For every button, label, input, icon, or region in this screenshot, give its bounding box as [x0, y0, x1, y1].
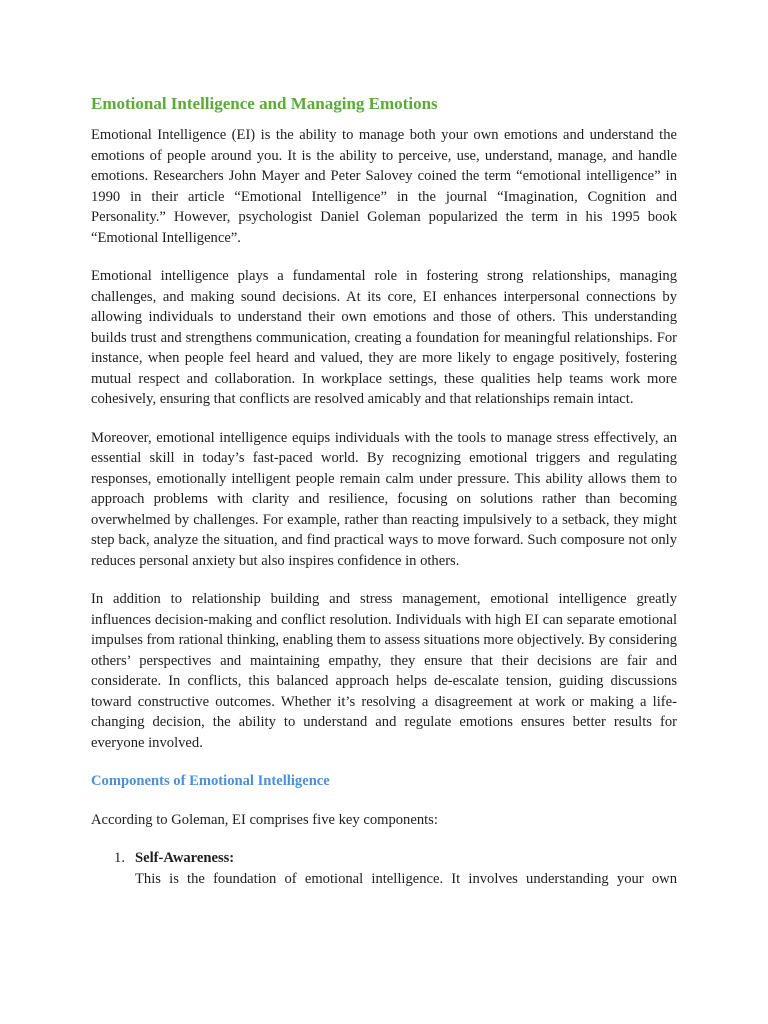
list-item-number: 1. — [114, 850, 125, 866]
list-item — [91, 848, 677, 889]
paragraph-stress: Moreover, emotional intelligence equips individuals with the tools to manage stress effectively, an essential skill in today’s fast-paced world. By recognizing emotional triggers and regulating responses, emotionally intelligent people remain calm under pressure. This ability allows them to approach problems with clarity and resilience, focusing on solutions rather than becoming overwhelmed by challenges. For example, rather than reacting impulsively to a setback, they might step back, analyze the situation, and find practical ways to move forward. Such composure not only reduces personal anxiety but also inspires confidence in others. — [91, 429, 677, 569]
paragraph-relationships: Emotional intelligence plays a fundamental role in fostering strong relationships, managing challenges, and making sound decisions. At its core, EI enhances interpersonal connections by allowing individuals to understand their own emotions and those of others. This understanding builds trust and strengthens communication, creating a foundation for meaningful relationships. For instance, when people feel heard and valued, they are more likely to engage positively, fostering mutual respect and collaboration. In workplace settings, these qualities help teams work more cohesively, ensuring that conflicts are resolved amicably and that relationships remain intact. — [91, 268, 677, 407]
section-heading: Components of Emotional Intelligence — [91, 773, 330, 789]
section-intro: According to Goleman, EI comprises five key components: — [91, 811, 438, 828]
paragraph-decisions: In addition to relationship building and stress management, emotional intelligence greatly influences decision-making and conflict resolution. Individuals with high EI can separate emotional impulses from rational thinking, enabling them to assess situations more objectively. By considering others’ perspectives and maintaining empathy, they ensure that their decisions are fair and considerate. In conflicts, this balanced approach helps de-escalate tension, guiding discussions toward constructive outcomes. Whether it’s resolving a disagreement at work or making a life-changing decision, the ability to understand and regulate emotions ensures better results for everyone involved. — [91, 591, 677, 751]
list-item-body — [135, 848, 677, 889]
list-item-title: Self-Awareness: — [135, 850, 235, 866]
document-title: Emotional Intelligence and Managing Emotions — [91, 94, 438, 113]
components-list — [91, 848, 677, 889]
paragraph-intro: Emotional Intelligence (EI) is the ability to manage both your own emotions and understand the emotions of people around you. It is the ability to perceive, use, understand, manage, and handle emotions. Researchers John Mayer and Peter Salovey coined the term “emotional intelligence” in 1990 in their article “Emotional Intelligence” in the journal “Imagination, Cognition and Personality.” However, psychologist Daniel Goleman popularized the term in his 1995 book “Emotional Intelligence”. — [91, 127, 677, 246]
list-item-text: This is the foundation of emotional intelligence. It involves understanding your own — [135, 870, 677, 887]
